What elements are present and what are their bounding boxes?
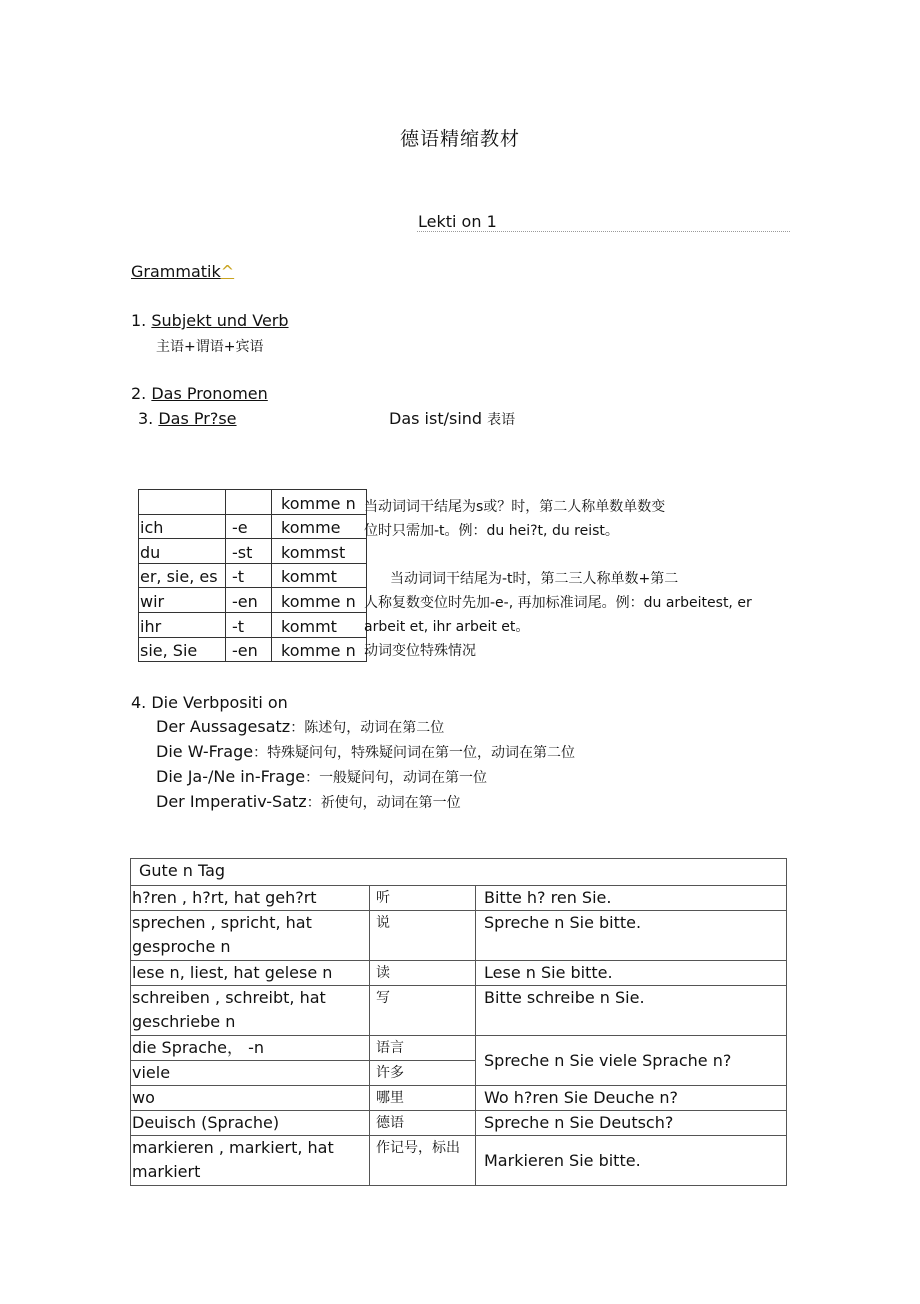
vocab-example: Wo h?ren Sie Deuche n?	[476, 1086, 787, 1111]
note-line: 当动词词干结尾为-t时，第二三人称单数+第二	[390, 571, 679, 587]
section-1-note: 主语+谓语+宾语	[156, 339, 264, 355]
table-cell: kommt	[272, 612, 367, 637]
section-number: 1.	[131, 311, 147, 330]
item-separator: ：	[290, 720, 305, 736]
table-row	[131, 1111, 787, 1136]
table-cell: sie, Sie	[139, 637, 226, 662]
table-row	[139, 514, 367, 539]
section-number: 2.	[131, 384, 147, 403]
vocab-word: viele	[131, 1061, 370, 1086]
table-cell: -st	[226, 539, 272, 564]
item-german: Die Ja-/Ne in-Frage	[156, 767, 306, 786]
table-cell: er, sie, es	[139, 563, 226, 588]
note-line: 动词变位特殊情况	[364, 643, 476, 659]
section-3	[138, 409, 237, 428]
document-title: 德语精缩教材	[399, 128, 520, 150]
table-header: Gute n Tag	[131, 859, 787, 886]
item-separator: ：	[305, 770, 320, 786]
note-line: arbeit et, ihr arbeit et。	[364, 619, 530, 635]
note-line: 位时只需加-t。例：du hei?t, du reist。	[364, 523, 619, 539]
table-cell: komme n	[272, 490, 367, 515]
note-line: 人称复数变位时先加-e-, 再加标准词尾。例：du arbeitest, er	[364, 595, 752, 611]
item-chinese: 特殊疑问句，特殊疑问词在第一位，动词在第二位	[267, 745, 576, 761]
table-cell: ich	[139, 514, 226, 539]
table-cell: kommt	[272, 563, 367, 588]
table-row	[139, 612, 367, 637]
table-row	[131, 986, 787, 1036]
verbposition-item	[156, 717, 444, 737]
section-3-aside	[389, 409, 515, 429]
vocab-example: Bitte schreibe n Sie.	[476, 986, 787, 1036]
item-chinese: 陈述句，动词在第二位	[304, 720, 445, 736]
section-1	[131, 311, 289, 330]
table-row	[139, 563, 367, 588]
table-cell: -en	[226, 637, 272, 662]
vocab-example: Spreche n Sie viele Sprache n?	[476, 1036, 787, 1086]
verbposition-item	[156, 767, 487, 787]
vocab-meaning: 德语	[370, 1111, 476, 1136]
table-row	[131, 1036, 787, 1061]
item-german: Der Imperativ-Satz	[156, 792, 307, 811]
item-german: Die W-Frage	[156, 742, 254, 761]
section-2	[131, 384, 268, 403]
grammar-heading-label: Grammatik	[131, 262, 221, 281]
vocab-word: Deuisch (Sprache)	[131, 1111, 370, 1136]
verbposition-item	[156, 792, 461, 812]
note-line: 当动词词干结尾为s或？时，第二人称单数单数变	[364, 499, 666, 515]
table-row	[131, 1136, 787, 1186]
table-cell: -e	[226, 514, 272, 539]
table-cell: du	[139, 539, 226, 564]
vocab-meaning: 写	[370, 986, 476, 1036]
aside-chinese: 表语	[487, 412, 516, 428]
vocab-example: Lese n Sie bitte.	[476, 961, 787, 986]
table-cell: wir	[139, 588, 226, 613]
table-cell: -en	[226, 588, 272, 613]
lesson-divider	[417, 231, 790, 232]
table-cell: komme	[272, 514, 367, 539]
vocab-word: markieren , markiert, hat markiert	[131, 1136, 370, 1186]
vocab-word: lese n, liest, hat gelese n	[131, 961, 370, 986]
vocab-meaning: 语言	[370, 1036, 476, 1061]
table-row	[139, 490, 367, 515]
table-cell: komme n	[272, 588, 367, 613]
table-cell: komme n	[272, 637, 367, 662]
table-cell: -t	[226, 612, 272, 637]
table-row	[139, 637, 367, 662]
table-header-row	[131, 859, 787, 886]
vocab-meaning: 哪里	[370, 1086, 476, 1111]
vocab-word: die Sprache， -n	[131, 1036, 370, 1061]
table-cell	[139, 490, 226, 515]
vocab-meaning: 作记号，标出	[370, 1136, 476, 1186]
section-title: Subjekt und Verb	[151, 311, 289, 330]
table-row	[139, 539, 367, 564]
vocab-word: sprechen , spricht, hat gesproche n	[131, 911, 370, 961]
vocab-word: schreiben , schreibt, hat geschriebe n	[131, 986, 370, 1036]
item-separator: ：	[306, 795, 321, 811]
table-cell: -t	[226, 563, 272, 588]
vocab-example: Spreche n Sie Deutsch?	[476, 1111, 787, 1136]
vocab-example: Bitte h? ren Sie.	[476, 886, 787, 911]
table-cell: kommst	[272, 539, 367, 564]
vocab-example: Markieren Sie bitte.	[476, 1136, 787, 1186]
item-chinese: 一般疑问句，动词在第一位	[319, 770, 488, 786]
item-german: Der Aussagesatz	[156, 717, 291, 736]
vocab-meaning: 读	[370, 961, 476, 986]
table-row	[131, 886, 787, 911]
section-title: Das Pronomen	[151, 384, 268, 403]
section-number: 3.	[138, 409, 154, 428]
section-title: Das Pr?se	[158, 409, 237, 428]
conjugation-table	[138, 489, 367, 662]
caret-mark: ^	[220, 262, 235, 281]
vocab-word: wo	[131, 1086, 370, 1111]
table-row	[131, 911, 787, 961]
aside-german: Das ist/sind	[389, 409, 483, 428]
vocab-word: h?ren , h?rt, hat geh?rt	[131, 886, 370, 911]
vocab-example: Spreche n Sie bitte.	[476, 911, 787, 961]
vocab-meaning: 听	[370, 886, 476, 911]
table-row	[131, 1086, 787, 1111]
grammar-heading	[131, 262, 234, 281]
vocabulary-table	[130, 858, 787, 1186]
vocab-meaning: 说	[370, 911, 476, 961]
verbposition-item	[156, 742, 575, 762]
verbposition-heading: 4. Die Verbpositi on	[131, 693, 288, 712]
item-separator: ：	[253, 745, 268, 761]
item-chinese: 祈使句，动词在第一位	[320, 795, 461, 811]
lesson-heading: Lekti on 1	[418, 212, 497, 231]
table-row	[131, 961, 787, 986]
table-cell: ihr	[139, 612, 226, 637]
table-cell	[226, 490, 272, 515]
table-row	[139, 588, 367, 613]
vocab-meaning: 许多	[370, 1061, 476, 1086]
